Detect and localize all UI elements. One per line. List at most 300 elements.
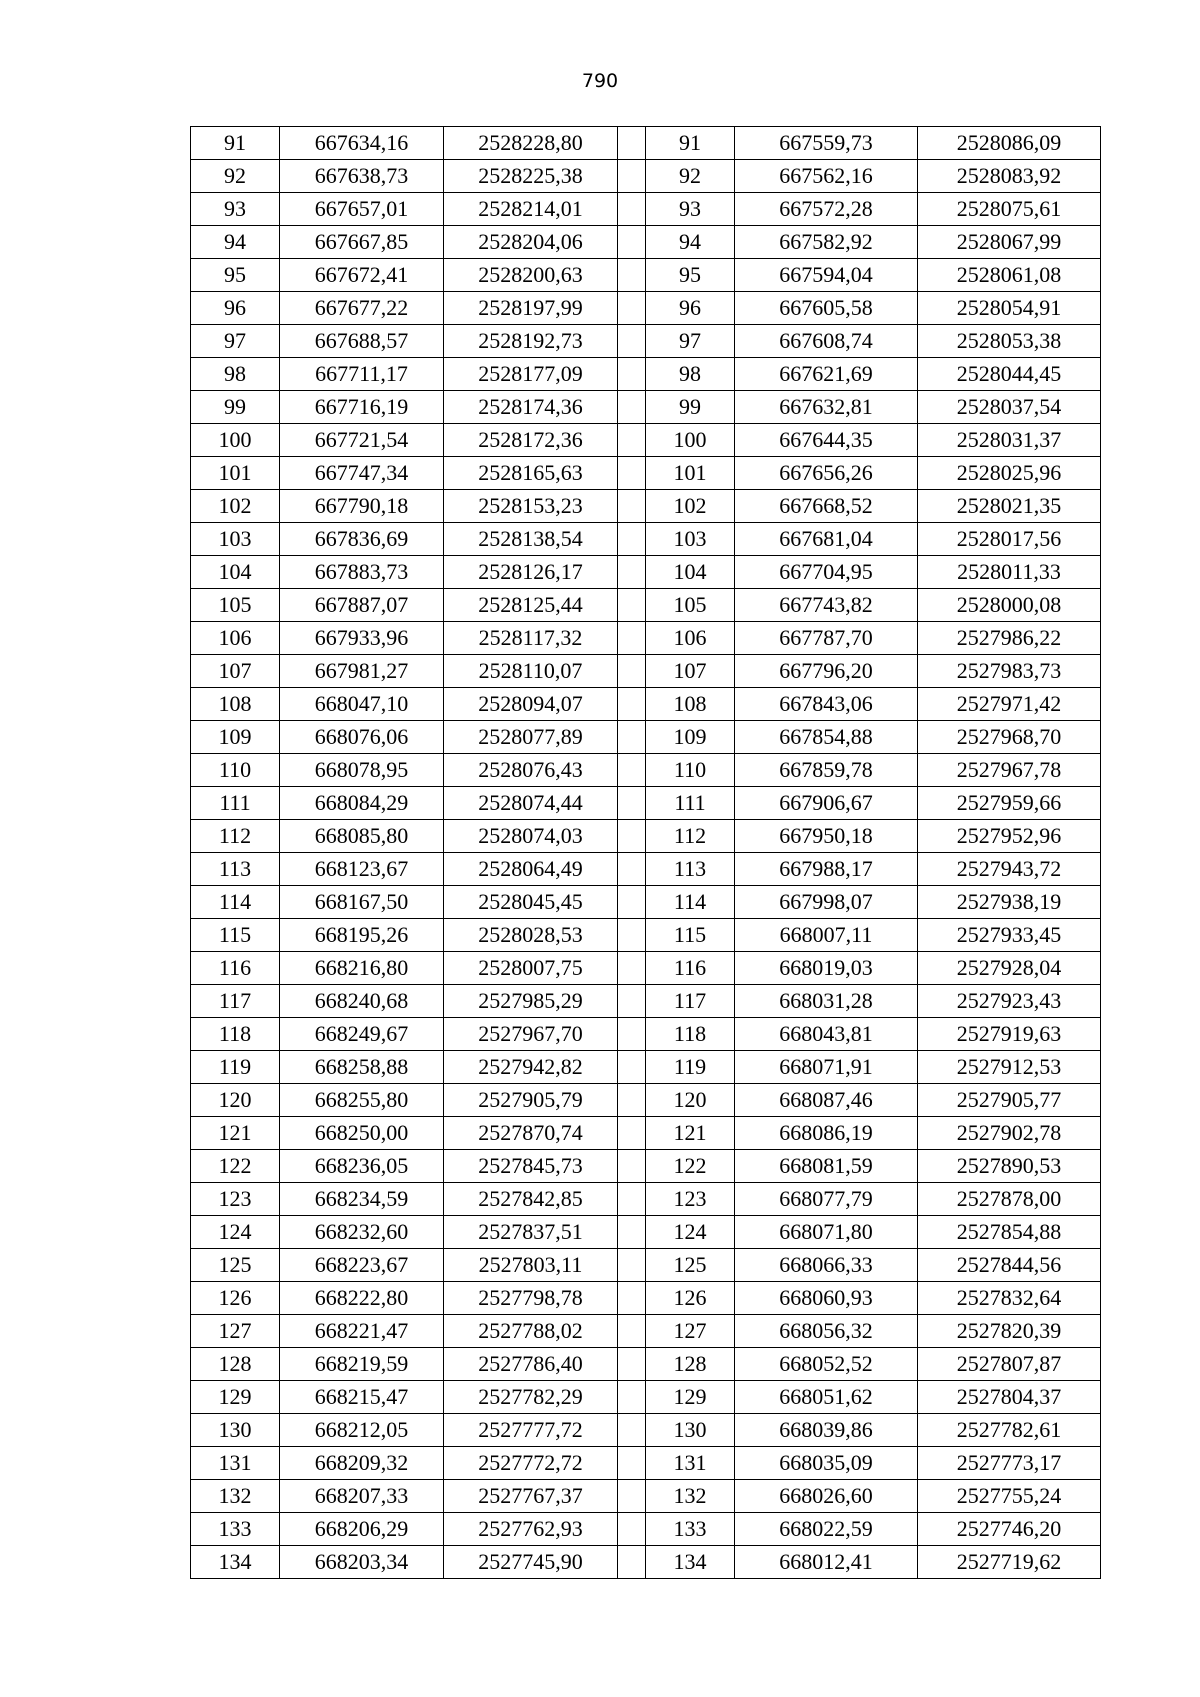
left-y-coordinate: 2528225,38 [444, 160, 618, 193]
right-x-coordinate: 667668,52 [735, 490, 918, 523]
table-row [191, 1546, 1101, 1579]
left-x-coordinate: 667672,41 [280, 259, 444, 292]
right-point-number: 100 [646, 424, 735, 457]
right-y-coordinate: 2527832,64 [918, 1282, 1101, 1315]
right-point-number: 120 [646, 1084, 735, 1117]
table-row [191, 292, 1101, 325]
left-y-coordinate: 2528197,99 [444, 292, 618, 325]
table-row [191, 160, 1101, 193]
right-x-coordinate: 668043,81 [735, 1018, 918, 1051]
left-y-coordinate: 2527772,72 [444, 1447, 618, 1480]
left-x-coordinate: 668123,67 [280, 853, 444, 886]
left-y-coordinate: 2527782,29 [444, 1381, 618, 1414]
left-x-coordinate: 667677,22 [280, 292, 444, 325]
right-y-coordinate: 2527746,20 [918, 1513, 1101, 1546]
left-y-coordinate: 2527803,11 [444, 1249, 618, 1282]
right-x-coordinate: 667559,73 [735, 127, 918, 160]
left-y-coordinate: 2527985,29 [444, 985, 618, 1018]
left-x-coordinate: 668207,33 [280, 1480, 444, 1513]
left-y-coordinate: 2528077,89 [444, 721, 618, 754]
right-point-number: 112 [646, 820, 735, 853]
right-point-number: 94 [646, 226, 735, 259]
right-x-coordinate: 667644,35 [735, 424, 918, 457]
right-y-coordinate: 2528061,08 [918, 259, 1101, 292]
right-x-coordinate: 667656,26 [735, 457, 918, 490]
right-x-coordinate: 668051,62 [735, 1381, 918, 1414]
table-row [191, 1315, 1101, 1348]
separator-cell [618, 226, 646, 259]
separator-cell [618, 622, 646, 655]
right-y-coordinate: 2527902,78 [918, 1117, 1101, 1150]
separator-cell [618, 1051, 646, 1084]
left-point-number: 112 [191, 820, 280, 853]
right-y-coordinate: 2527820,39 [918, 1315, 1101, 1348]
right-x-coordinate: 668071,91 [735, 1051, 918, 1084]
right-point-number: 111 [646, 787, 735, 820]
right-point-number: 115 [646, 919, 735, 952]
left-x-coordinate: 667790,18 [280, 490, 444, 523]
right-point-number: 107 [646, 655, 735, 688]
right-y-coordinate: 2527983,73 [918, 655, 1101, 688]
table-row [191, 1117, 1101, 1150]
separator-cell [618, 1447, 646, 1480]
left-point-number: 98 [191, 358, 280, 391]
left-y-coordinate: 2528117,32 [444, 622, 618, 655]
right-x-coordinate: 667950,18 [735, 820, 918, 853]
left-point-number: 115 [191, 919, 280, 952]
table-row [191, 655, 1101, 688]
separator-cell [618, 655, 646, 688]
left-x-coordinate: 667634,16 [280, 127, 444, 160]
coordinate-table [190, 126, 1101, 1579]
right-y-coordinate: 2527890,53 [918, 1150, 1101, 1183]
left-point-number: 105 [191, 589, 280, 622]
left-y-coordinate: 2528174,36 [444, 391, 618, 424]
right-point-number: 133 [646, 1513, 735, 1546]
right-point-number: 102 [646, 490, 735, 523]
separator-cell [618, 490, 646, 523]
left-y-coordinate: 2528076,43 [444, 754, 618, 787]
left-x-coordinate: 668076,06 [280, 721, 444, 754]
separator-cell [618, 820, 646, 853]
left-point-number: 129 [191, 1381, 280, 1414]
left-y-coordinate: 2528204,06 [444, 226, 618, 259]
table-row [191, 820, 1101, 853]
left-point-number: 117 [191, 985, 280, 1018]
right-x-coordinate: 667594,04 [735, 259, 918, 292]
right-x-coordinate: 668056,32 [735, 1315, 918, 1348]
right-y-coordinate: 2528075,61 [918, 193, 1101, 226]
left-point-number: 110 [191, 754, 280, 787]
separator-cell [618, 1117, 646, 1150]
right-x-coordinate: 667796,20 [735, 655, 918, 688]
separator-cell [618, 1315, 646, 1348]
left-y-coordinate: 2527942,82 [444, 1051, 618, 1084]
right-point-number: 99 [646, 391, 735, 424]
left-x-coordinate: 668222,80 [280, 1282, 444, 1315]
table-row [191, 1348, 1101, 1381]
right-x-coordinate: 667998,07 [735, 886, 918, 919]
table-row [191, 952, 1101, 985]
left-point-number: 103 [191, 523, 280, 556]
left-x-coordinate: 668223,67 [280, 1249, 444, 1282]
right-y-coordinate: 2527773,17 [918, 1447, 1101, 1480]
table-row [191, 325, 1101, 358]
right-x-coordinate: 667906,67 [735, 787, 918, 820]
separator-cell [618, 1018, 646, 1051]
right-point-number: 132 [646, 1480, 735, 1513]
right-y-coordinate: 2528000,08 [918, 589, 1101, 622]
left-point-number: 113 [191, 853, 280, 886]
separator-cell [618, 160, 646, 193]
left-y-coordinate: 2527777,72 [444, 1414, 618, 1447]
right-y-coordinate: 2527923,43 [918, 985, 1101, 1018]
separator-cell [618, 1513, 646, 1546]
left-point-number: 119 [191, 1051, 280, 1084]
left-y-coordinate: 2527786,40 [444, 1348, 618, 1381]
right-y-coordinate: 2528017,56 [918, 523, 1101, 556]
left-point-number: 116 [191, 952, 280, 985]
left-x-coordinate: 668195,26 [280, 919, 444, 952]
table-row [191, 127, 1101, 160]
right-point-number: 128 [646, 1348, 735, 1381]
left-x-coordinate: 668219,59 [280, 1348, 444, 1381]
table-row [191, 1084, 1101, 1117]
right-y-coordinate: 2528031,37 [918, 424, 1101, 457]
separator-cell [618, 1282, 646, 1315]
right-x-coordinate: 668086,19 [735, 1117, 918, 1150]
right-x-coordinate: 668081,59 [735, 1150, 918, 1183]
right-point-number: 91 [646, 127, 735, 160]
right-x-coordinate: 668012,41 [735, 1546, 918, 1579]
right-point-number: 93 [646, 193, 735, 226]
right-point-number: 101 [646, 457, 735, 490]
table-row [191, 226, 1101, 259]
right-x-coordinate: 667843,06 [735, 688, 918, 721]
right-point-number: 108 [646, 688, 735, 721]
left-y-coordinate: 2527837,51 [444, 1216, 618, 1249]
separator-cell [618, 1546, 646, 1579]
separator-cell [618, 259, 646, 292]
right-x-coordinate: 667988,17 [735, 853, 918, 886]
right-y-coordinate: 2527782,61 [918, 1414, 1101, 1447]
left-y-coordinate: 2528064,49 [444, 853, 618, 886]
left-x-coordinate: 668249,67 [280, 1018, 444, 1051]
left-y-coordinate: 2528153,23 [444, 490, 618, 523]
right-y-coordinate: 2527804,37 [918, 1381, 1101, 1414]
separator-cell [618, 1084, 646, 1117]
left-x-coordinate: 668203,34 [280, 1546, 444, 1579]
separator-cell [618, 1150, 646, 1183]
separator-cell [618, 1216, 646, 1249]
right-x-coordinate: 668077,79 [735, 1183, 918, 1216]
left-x-coordinate: 668216,80 [280, 952, 444, 985]
right-point-number: 118 [646, 1018, 735, 1051]
table-row [191, 688, 1101, 721]
right-x-coordinate: 667859,78 [735, 754, 918, 787]
right-point-number: 134 [646, 1546, 735, 1579]
table-row [191, 358, 1101, 391]
right-x-coordinate: 668060,93 [735, 1282, 918, 1315]
left-x-coordinate: 668250,00 [280, 1117, 444, 1150]
right-point-number: 96 [646, 292, 735, 325]
left-point-number: 104 [191, 556, 280, 589]
left-y-coordinate: 2527798,78 [444, 1282, 618, 1315]
separator-cell [618, 523, 646, 556]
table-row [191, 622, 1101, 655]
right-x-coordinate: 668007,11 [735, 919, 918, 952]
right-point-number: 117 [646, 985, 735, 1018]
right-y-coordinate: 2528083,92 [918, 160, 1101, 193]
table-row [191, 919, 1101, 952]
right-point-number: 105 [646, 589, 735, 622]
right-point-number: 130 [646, 1414, 735, 1447]
separator-cell [618, 193, 646, 226]
left-point-number: 111 [191, 787, 280, 820]
table-row [191, 721, 1101, 754]
left-point-number: 94 [191, 226, 280, 259]
left-x-coordinate: 667747,34 [280, 457, 444, 490]
left-point-number: 124 [191, 1216, 280, 1249]
separator-cell [618, 1414, 646, 1447]
left-x-coordinate: 668212,05 [280, 1414, 444, 1447]
right-y-coordinate: 2527878,00 [918, 1183, 1101, 1216]
right-point-number: 123 [646, 1183, 735, 1216]
right-x-coordinate: 667632,81 [735, 391, 918, 424]
left-x-coordinate: 668236,05 [280, 1150, 444, 1183]
separator-cell [618, 424, 646, 457]
left-point-number: 95 [191, 259, 280, 292]
table-row [191, 754, 1101, 787]
separator-cell [618, 886, 646, 919]
right-y-coordinate: 2527986,22 [918, 622, 1101, 655]
table-row [191, 424, 1101, 457]
right-x-coordinate: 667572,28 [735, 193, 918, 226]
separator-cell [618, 1348, 646, 1381]
left-x-coordinate: 667883,73 [280, 556, 444, 589]
separator-cell [618, 787, 646, 820]
right-x-coordinate: 668031,28 [735, 985, 918, 1018]
left-y-coordinate: 2528228,80 [444, 127, 618, 160]
table-row [191, 985, 1101, 1018]
right-x-coordinate: 667704,95 [735, 556, 918, 589]
right-point-number: 104 [646, 556, 735, 589]
left-x-coordinate: 668167,50 [280, 886, 444, 919]
right-point-number: 97 [646, 325, 735, 358]
left-y-coordinate: 2528007,75 [444, 952, 618, 985]
right-y-coordinate: 2527807,87 [918, 1348, 1101, 1381]
right-point-number: 116 [646, 952, 735, 985]
separator-cell [618, 1480, 646, 1513]
left-y-coordinate: 2528126,17 [444, 556, 618, 589]
left-x-coordinate: 668084,29 [280, 787, 444, 820]
left-point-number: 134 [191, 1546, 280, 1579]
left-point-number: 92 [191, 160, 280, 193]
right-point-number: 110 [646, 754, 735, 787]
left-point-number: 107 [191, 655, 280, 688]
right-y-coordinate: 2528067,99 [918, 226, 1101, 259]
table-row [191, 1381, 1101, 1414]
right-x-coordinate: 668019,03 [735, 952, 918, 985]
right-x-coordinate: 667605,58 [735, 292, 918, 325]
right-y-coordinate: 2527928,04 [918, 952, 1101, 985]
separator-cell [618, 391, 646, 424]
separator-cell [618, 688, 646, 721]
separator-cell [618, 127, 646, 160]
left-y-coordinate: 2527842,85 [444, 1183, 618, 1216]
left-y-coordinate: 2528094,07 [444, 688, 618, 721]
left-y-coordinate: 2528074,03 [444, 820, 618, 853]
left-x-coordinate: 668047,10 [280, 688, 444, 721]
separator-cell [618, 589, 646, 622]
right-y-coordinate: 2528025,96 [918, 457, 1101, 490]
separator-cell [618, 556, 646, 589]
right-y-coordinate: 2527959,66 [918, 787, 1101, 820]
right-x-coordinate: 668022,59 [735, 1513, 918, 1546]
left-x-coordinate: 667711,17 [280, 358, 444, 391]
table-row [191, 556, 1101, 589]
right-y-coordinate: 2528021,35 [918, 490, 1101, 523]
page-number: 790 [581, 70, 619, 92]
right-y-coordinate: 2527719,62 [918, 1546, 1101, 1579]
left-point-number: 114 [191, 886, 280, 919]
right-point-number: 122 [646, 1150, 735, 1183]
right-y-coordinate: 2527968,70 [918, 721, 1101, 754]
left-point-number: 101 [191, 457, 280, 490]
separator-cell [618, 1249, 646, 1282]
left-y-coordinate: 2527788,02 [444, 1315, 618, 1348]
left-point-number: 106 [191, 622, 280, 655]
right-x-coordinate: 667582,92 [735, 226, 918, 259]
right-y-coordinate: 2527844,56 [918, 1249, 1101, 1282]
right-point-number: 127 [646, 1315, 735, 1348]
right-y-coordinate: 2527938,19 [918, 886, 1101, 919]
right-y-coordinate: 2528086,09 [918, 127, 1101, 160]
right-point-number: 92 [646, 160, 735, 193]
table-row [191, 490, 1101, 523]
right-y-coordinate: 2527943,72 [918, 853, 1101, 886]
left-point-number: 122 [191, 1150, 280, 1183]
table-row [191, 1216, 1101, 1249]
left-point-number: 131 [191, 1447, 280, 1480]
left-point-number: 102 [191, 490, 280, 523]
right-y-coordinate: 2528053,38 [918, 325, 1101, 358]
right-y-coordinate: 2527854,88 [918, 1216, 1101, 1249]
right-x-coordinate: 668071,80 [735, 1216, 918, 1249]
left-point-number: 108 [191, 688, 280, 721]
left-x-coordinate: 667887,07 [280, 589, 444, 622]
left-x-coordinate: 668255,80 [280, 1084, 444, 1117]
left-point-number: 109 [191, 721, 280, 754]
table-row [191, 1018, 1101, 1051]
right-y-coordinate: 2528054,91 [918, 292, 1101, 325]
left-point-number: 123 [191, 1183, 280, 1216]
left-y-coordinate: 2528074,44 [444, 787, 618, 820]
table-row [191, 1051, 1101, 1084]
right-point-number: 129 [646, 1381, 735, 1414]
left-y-coordinate: 2527745,90 [444, 1546, 618, 1579]
left-point-number: 96 [191, 292, 280, 325]
left-x-coordinate: 668215,47 [280, 1381, 444, 1414]
table-row [191, 259, 1101, 292]
left-x-coordinate: 667688,57 [280, 325, 444, 358]
right-point-number: 98 [646, 358, 735, 391]
right-point-number: 121 [646, 1117, 735, 1150]
left-point-number: 125 [191, 1249, 280, 1282]
table-row [191, 1249, 1101, 1282]
right-y-coordinate: 2527971,42 [918, 688, 1101, 721]
right-x-coordinate: 667854,88 [735, 721, 918, 754]
separator-cell [618, 721, 646, 754]
left-y-coordinate: 2527845,73 [444, 1150, 618, 1183]
right-x-coordinate: 667608,74 [735, 325, 918, 358]
left-point-number: 126 [191, 1282, 280, 1315]
left-point-number: 121 [191, 1117, 280, 1150]
right-y-coordinate: 2528037,54 [918, 391, 1101, 424]
separator-cell [618, 457, 646, 490]
right-x-coordinate: 668026,60 [735, 1480, 918, 1513]
table-row [191, 193, 1101, 226]
right-point-number: 114 [646, 886, 735, 919]
right-y-coordinate: 2527912,53 [918, 1051, 1101, 1084]
table-row [191, 523, 1101, 556]
separator-cell [618, 853, 646, 886]
left-x-coordinate: 668234,59 [280, 1183, 444, 1216]
right-x-coordinate: 668087,46 [735, 1084, 918, 1117]
right-point-number: 106 [646, 622, 735, 655]
left-x-coordinate: 668232,60 [280, 1216, 444, 1249]
left-x-coordinate: 668085,80 [280, 820, 444, 853]
left-x-coordinate: 667933,96 [280, 622, 444, 655]
right-x-coordinate: 667562,16 [735, 160, 918, 193]
table-row [191, 1447, 1101, 1480]
right-x-coordinate: 668035,09 [735, 1447, 918, 1480]
right-point-number: 113 [646, 853, 735, 886]
right-x-coordinate: 667681,04 [735, 523, 918, 556]
right-x-coordinate: 667621,69 [735, 358, 918, 391]
left-y-coordinate: 2528138,54 [444, 523, 618, 556]
left-point-number: 97 [191, 325, 280, 358]
left-point-number: 118 [191, 1018, 280, 1051]
left-x-coordinate: 667981,27 [280, 655, 444, 688]
left-y-coordinate: 2528045,45 [444, 886, 618, 919]
left-y-coordinate: 2527762,93 [444, 1513, 618, 1546]
left-point-number: 99 [191, 391, 280, 424]
left-y-coordinate: 2528214,01 [444, 193, 618, 226]
left-x-coordinate: 667716,19 [280, 391, 444, 424]
left-x-coordinate: 667657,01 [280, 193, 444, 226]
table-row [191, 1282, 1101, 1315]
table-row [191, 886, 1101, 919]
left-point-number: 130 [191, 1414, 280, 1447]
left-x-coordinate: 667721,54 [280, 424, 444, 457]
left-y-coordinate: 2528165,63 [444, 457, 618, 490]
left-point-number: 132 [191, 1480, 280, 1513]
table-row [191, 1150, 1101, 1183]
left-point-number: 91 [191, 127, 280, 160]
right-x-coordinate: 668052,52 [735, 1348, 918, 1381]
left-y-coordinate: 2528200,63 [444, 259, 618, 292]
left-x-coordinate: 668206,29 [280, 1513, 444, 1546]
right-y-coordinate: 2527905,77 [918, 1084, 1101, 1117]
separator-cell [618, 358, 646, 391]
right-point-number: 119 [646, 1051, 735, 1084]
right-y-coordinate: 2528044,45 [918, 358, 1101, 391]
right-x-coordinate: 667787,70 [735, 622, 918, 655]
left-y-coordinate: 2528110,07 [444, 655, 618, 688]
table-row [191, 787, 1101, 820]
left-y-coordinate: 2528192,73 [444, 325, 618, 358]
